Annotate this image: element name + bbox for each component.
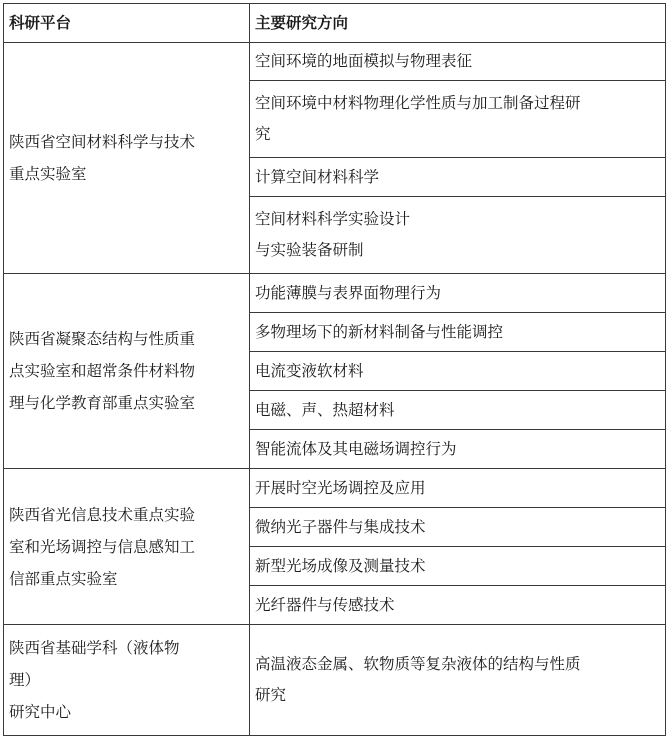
platform-name-line: 陕西省凝聚态结构与性质重: [9, 330, 196, 348]
header-platform: 科研平台: [4, 4, 250, 43]
platform-name-line: 研究中心: [9, 703, 72, 721]
research-direction-cell: [250, 158, 666, 197]
research-direction-line: 光纤器件与传感技术: [255, 595, 395, 614]
research-direction-cell: [250, 430, 666, 469]
research-direction-cell: [250, 547, 666, 586]
research-direction-cell: [250, 586, 666, 625]
research-direction-cell: [250, 313, 666, 352]
research-direction-cell: [250, 352, 666, 391]
research-direction-cell: [250, 274, 666, 313]
table-row: [4, 43, 666, 81]
research-direction-line: 究: [255, 125, 271, 143]
platform-name-line: 室和光场调控与信息感知工: [9, 537, 196, 556]
research-direction-line: 电流变液软材料: [255, 361, 364, 380]
platform-cell: [4, 43, 250, 274]
table-row: [4, 469, 666, 508]
research-direction-cell: [250, 625, 666, 736]
research-direction-cell: [250, 81, 666, 158]
research-direction-cell: [250, 508, 666, 547]
platform-name-line: 理与化学教育部重点实验室: [9, 394, 196, 412]
platform-cell: [4, 625, 250, 736]
research-direction-line: 微纳光子器件与集成技术: [255, 517, 426, 536]
research-direction-line: 电磁、声、热超材料: [255, 400, 395, 419]
research-direction-cell: [250, 391, 666, 430]
research-direction-line: 智能流体及其电磁场调控行为: [255, 439, 457, 458]
platform-name-line: 陕西省光信息技术重点实验: [9, 505, 196, 524]
research-direction-cell: [250, 469, 666, 508]
research-platform-table: [3, 3, 666, 736]
research-direction-line: 多物理场下的新材料制备与性能调控: [255, 322, 504, 341]
header-direction: 主要研究方向: [250, 4, 666, 43]
platform-cell: [4, 274, 250, 469]
platform-name-line: 陕西省基础学科（液体物: [9, 639, 180, 657]
research-direction-line: 功能薄膜与表界面物理行为: [255, 283, 442, 302]
research-direction-line: 开展时空光场调控及应用: [255, 478, 426, 497]
research-direction-line: 研究: [255, 686, 287, 704]
platform-name-line: 重点实验室: [9, 165, 87, 183]
research-direction-cell: [250, 197, 666, 274]
platform-name-line: 陕西省空间材料科学与技术: [9, 133, 196, 151]
research-direction-line: 高温液态金属、软物质等复杂液体的结构与性质: [255, 655, 581, 673]
platform-name-line: 理）: [9, 671, 41, 689]
table-row: [4, 625, 666, 736]
research-direction-line: 空间环境中材料物理化学性质与加工制备过程研: [255, 94, 581, 112]
table-row: [4, 274, 666, 313]
research-direction-line: 空间材料科学实验设计: [255, 210, 411, 228]
research-direction-line: 空间环境的地面模拟与物理表征: [255, 52, 473, 70]
research-direction-cell: [250, 43, 666, 81]
research-direction-line: 计算空间材料科学: [255, 167, 380, 186]
research-direction-line: 与实验装备研制: [255, 241, 364, 259]
platform-name-line: 点实验室和超常条件材料物: [9, 362, 196, 380]
research-direction-line: 新型光场成像及测量技术: [255, 556, 426, 575]
platform-cell: [4, 469, 250, 625]
platform-name-line: 信部重点实验室: [9, 569, 118, 588]
table-header-row: [4, 4, 666, 43]
